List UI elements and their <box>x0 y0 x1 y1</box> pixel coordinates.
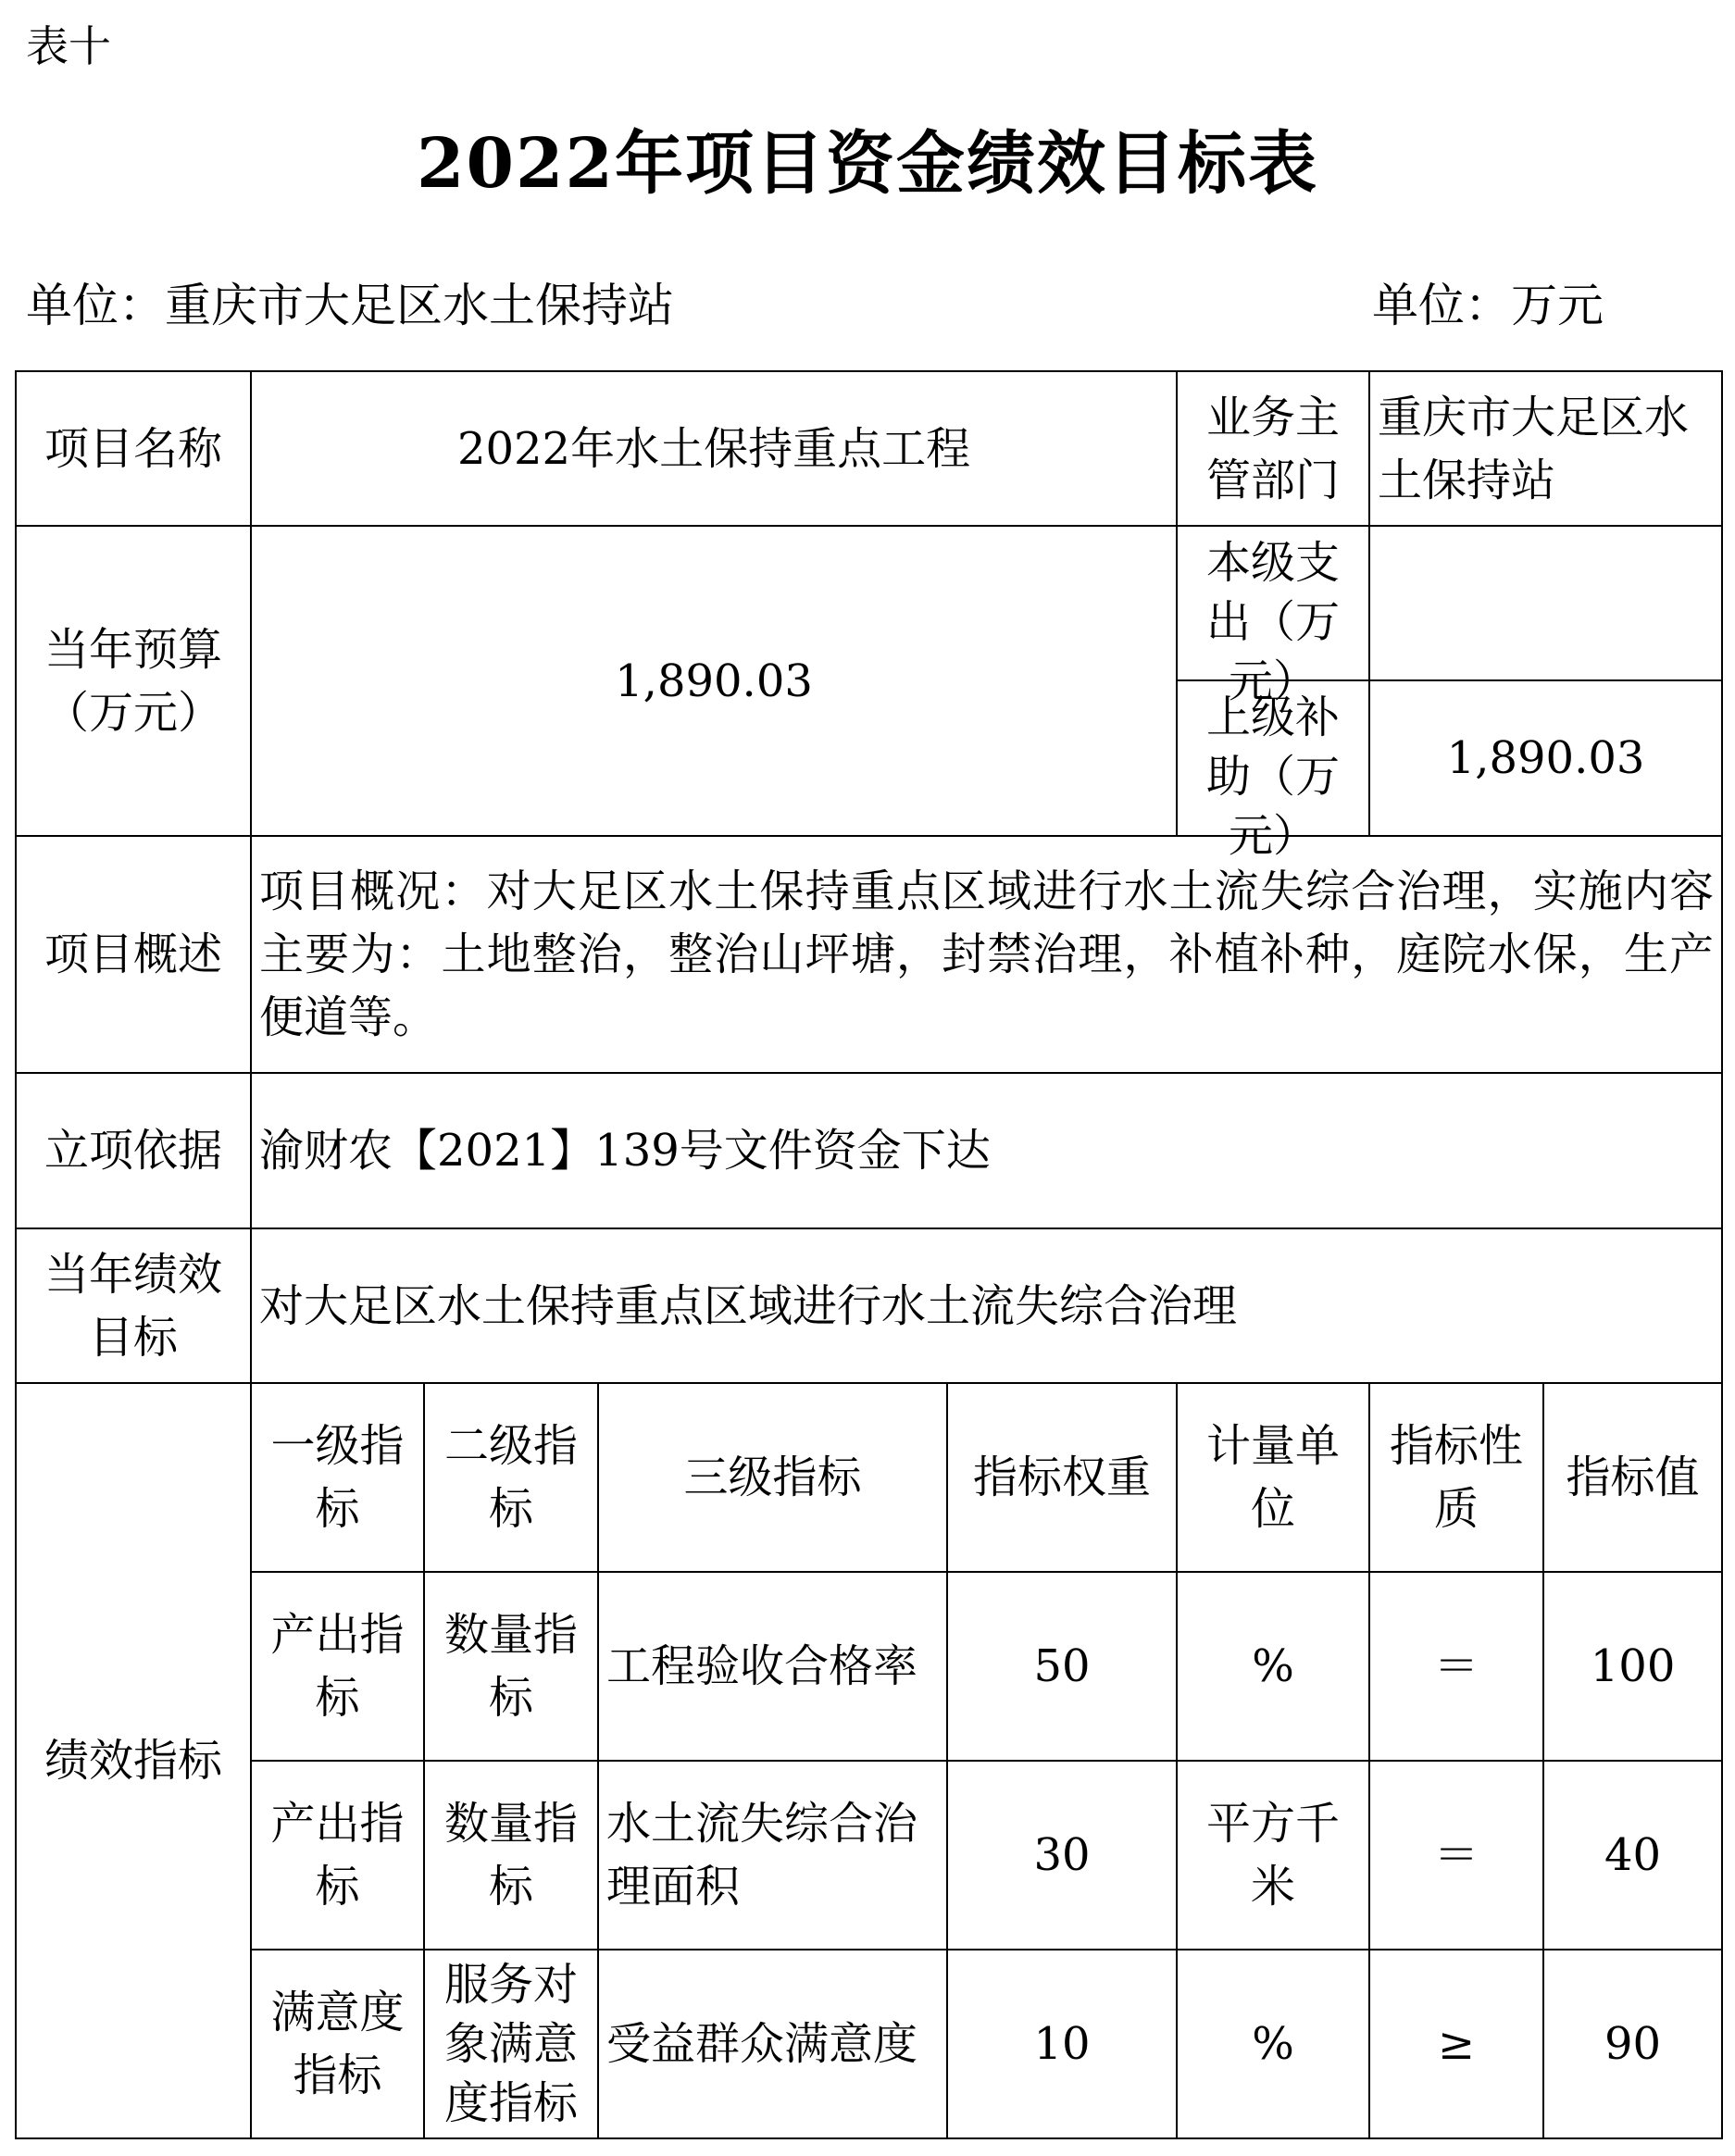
upper-subsidy-value: 1,890.03 <box>1369 680 1722 836</box>
goal-text: 对大足区水土保持重点区域进行水土流失综合治理 <box>251 1228 1722 1383</box>
row-nature: ＝ <box>1369 1572 1543 1761</box>
row-value: 40 <box>1543 1761 1722 1950</box>
header-weight: 指标权重 <box>947 1383 1177 1572</box>
basis-label: 立项依据 <box>16 1073 251 1228</box>
budget-total-value: 1,890.03 <box>251 526 1177 836</box>
row-level3: 工程验收合格率 <box>598 1572 947 1761</box>
upper-subsidy-label-text: 上级补助（万元） <box>1206 692 1341 862</box>
project-name-label: 项目名称 <box>16 371 251 526</box>
overview-text: 项目概况：对大足区水土保持重点区域进行水土流失综合治理，实施内容主要为：土地整治，整治山坪塘，封禁治理，补植补种，庭院水保，生产便道等。 <box>251 836 1722 1073</box>
row-value: 100 <box>1543 1572 1722 1761</box>
row-level3: 受益群众满意度 <box>598 1950 947 2138</box>
header-level2: 二级指标 <box>424 1383 598 1572</box>
performance-table <box>15 370 1723 2139</box>
goal-label: 当年绩效目标 <box>16 1228 251 1383</box>
row-level2: 数量指标 <box>424 1761 598 1950</box>
indicators-label: 绩效指标 <box>16 1383 251 2138</box>
row-level2: 数量指标 <box>424 1572 598 1761</box>
table-row <box>16 1572 1722 1761</box>
row-level1: 产出指标 <box>251 1572 424 1761</box>
own-expense-value <box>1369 526 1722 680</box>
row-weight: 30 <box>947 1761 1177 1950</box>
row-nature: ≥ <box>1369 1950 1543 2138</box>
row-level1: 满意度指标 <box>251 1950 424 2138</box>
overview-row <box>16 836 1722 1073</box>
budget-row-own <box>16 526 1722 680</box>
indicator-header-row <box>16 1383 1722 1572</box>
table-row <box>16 1950 1722 2138</box>
basis-text: 渝财农【2021】139号文件资金下达 <box>251 1073 1722 1228</box>
department-value: 重庆市大足区水土保持站 <box>1369 371 1722 526</box>
organization-unit: 单位：重庆市大足区水土保持站 <box>26 279 674 332</box>
currency-unit: 单位：万元 <box>1372 279 1604 332</box>
project-name-value: 2022年水土保持重点工程 <box>251 371 1177 526</box>
upper-subsidy-label <box>1177 680 1369 862</box>
own-expense-label-text: 本级支出（万元） <box>1206 536 1341 707</box>
row-level1: 产出指标 <box>251 1761 424 1950</box>
table-number-label: 表十 <box>26 21 111 71</box>
row-value: 90 <box>1543 1950 1722 2138</box>
header-nature: 指标性质 <box>1369 1383 1543 1572</box>
goal-row <box>16 1228 1722 1383</box>
header-value: 指标值 <box>1543 1383 1722 1572</box>
row-unit: % <box>1177 1572 1369 1761</box>
row-unit: % <box>1177 1950 1369 2138</box>
header-level3: 三级指标 <box>598 1383 947 1572</box>
row-unit: 平方千米 <box>1177 1761 1369 1950</box>
page-title: 2022年项目资金绩效目标表 <box>417 124 1318 204</box>
department-label: 业务主管部门 <box>1177 371 1369 526</box>
header-unit: 计量单位 <box>1177 1383 1369 1572</box>
row-level3: 水土流失综合治理面积 <box>598 1761 947 1950</box>
project-name-row <box>16 371 1722 526</box>
own-expense-label <box>1177 526 1369 707</box>
budget-label: 当年预算（万元） <box>16 526 251 836</box>
table-row <box>16 1761 1722 1950</box>
row-weight: 50 <box>947 1572 1177 1761</box>
overview-label: 项目概述 <box>16 836 251 1073</box>
row-level2: 服务对象满意度指标 <box>424 1950 598 2138</box>
basis-row <box>16 1073 1722 1228</box>
header-level1: 一级指标 <box>251 1383 424 1572</box>
row-nature: ＝ <box>1369 1761 1543 1950</box>
row-weight: 10 <box>947 1950 1177 2138</box>
